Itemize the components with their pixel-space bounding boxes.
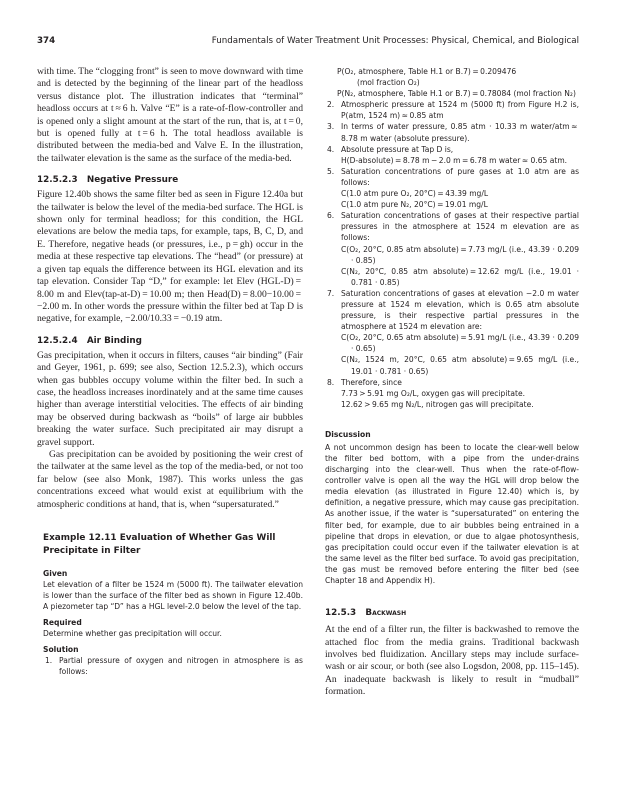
section-number: 12.5.2.4 <box>37 335 78 346</box>
section-title: Backwash <box>365 608 407 619</box>
discussion-label: Discussion <box>325 429 371 439</box>
intro-paragraph: with time. The “clogging front” is seen to move downward with time and is detected by the beginning of the linear part of the headloss versus distance plot. The illustration indicates that “terminal” headloss occurs at t ≈ 6 h. Valve “E” is a rate-of-flow-controller and is opened only a slight amount at the start of the run, that is, at t = 0, but is opened fully at t = 6 h. The total headloss available is distributed between the media-bed and Valve E. In the illustration, the tailwater elevation is the same as the surface of the media-bed. <box>37 66 303 164</box>
running-title: Fundamentals of Water Treatment Unit Processes: Physical, Chemical, and Biological <box>211 36 579 46</box>
step-8-oxygen: 7.73 > 5.91 mg O₂/L, oxygen gas will precipitate. <box>341 388 526 398</box>
example-box <box>37 532 303 678</box>
backwash-paragraph: At the end of a filter run, the filter is backwashed to remove the attached floc from the media grains. Traditional backwash involves bed fluidization. Ancillary steps may include surface-wash or air scour, or both (see also Logsdon, 2008, pp. 115–145). An inadequate backwash is likely to result in “mudball” formation. <box>325 624 579 698</box>
solution-step-1 <box>43 655 303 677</box>
step-5-oxygen: C(1.0 atm pure O₂, 20°C) = 43.39 mg/L <box>341 189 489 199</box>
discussion-text: A not uncommon design has been to locate the clear-well below the filter bed bottom, with a pipe from the under-drains discharging into the clear-well. Thus when the rate-of-flow-controller valve is open all the way the HGL will drop below the media elevation (as illustrated in Figure 12.40) which is, by definition, a negative pressure, which may cause gas precipitation. As another issue, if the water is “supersaturated” on entering the filter bed, for example, due to air bubbles being entrained in a pipeline that drops in elevation, or due to algae photosynthesis, gas precipitation could occur even if the tailwater elevation is at the same level as the filter bed surface. To avoid gas precipitation, the gas must be removed before entering the filter bed (see Chapter 18 and Appendix H). <box>325 442 579 586</box>
step-8-nitrogen: 12.62 > 9.65 mg N₂/L, nitrogen gas will precipitate. <box>341 399 534 409</box>
step-1-oxygen: P(O₂, atmosphere, Table H.1 or B.7) = 0.209476 (mol fraction O₂) <box>337 67 517 88</box>
air-binding-paragraph-2: Gas precipitation can be avoided by positioning the weir crest of the tailwater at the same level as the top of the media-bed, or not too far below (see also Monk, 1987). This works unless the gas concentrations exceed what would exist at equilibrium with the atmospheric conditions at hand, that is, when “supersaturated.” <box>37 448 303 510</box>
negative-pressure-paragraph: Figure 12.40b shows the same filter bed as seen in Figure 12.40a but the tailwater is below the level of the media-bed surface. The HGL is shown only for terminal headloss; for this condition, the HGL elevations are below the media taps, for example, taps, B, C, D, and E. Therefore, negative heads (or pressures, i.e., p = gh) occur in the media at these respective tap elevations. The “head” (or pressure) at a given tap equals the difference between its HGL elevation and its tap elevation. Consider Tap “D,” for example: let Elev (HGL-D) = 8.00 m and Elev(tap-at-D) = 10.00 m; then Head(D) = 8.00−10.00 = −2.00 m. In other words the pressure within the filter bed at Tap D is negative, for example, −2.00/10.33 = −0.19 atm. <box>37 189 303 325</box>
solution-step-7: 7. Saturation concentrations of gases at elevation −2.0 m water pressure at 1524 m elevation, which is 0.65 atm absolute pressure, is their respective partial pressures in the atmosphere at 1524 m elevation are: C(O₂, 20°C, 0.65 atm absolute) = 5.91 mg/L (i.e., 43.39 · 0.209 · 0.65) C(N₂, 1524 m, 20°C, 0.65 atm absolute) = 9.65 mg/L (i.e., 19.01 · 0.781 · 0.65) <box>327 288 579 376</box>
solution-step-2: 2. Atmospheric pressure at 1524 m (5000 ft) from Figure H.2 is, P(atm, 1524 m) ≈ 0.85 atm <box>327 100 579 121</box>
step-6-oxygen: C(O₂, 20°C, 0.85 atm absolute) = 7.73 mg/L (i.e., 43.39 · 0.209 · 0.85) <box>341 244 579 265</box>
solution-step-8: 8. Therefore, since 7.73 > 5.91 mg O₂/L, oxygen gas will precipitate. 12.62 > 9.65 mg N₂/L, nitrogen gas will precipitate. <box>325 377 579 410</box>
solution-step-4: 4. Absolute pressure at Tap D is, H(D-absolute) = 8.78 m − 2.0 m = 6.78 m water ≈ 0.65 atm. <box>325 144 579 166</box>
section-number: 12.5.3 <box>325 608 357 619</box>
step-number: 1. <box>45 656 53 666</box>
example-title: Example 12.11 Evaluation of Whether Gas Will Precipitate in Filter <box>43 533 276 556</box>
solution-steps-right <box>325 66 579 410</box>
step-6-nitrogen: C(N₂, 20°C, 0.85 atm absolute) = 12.62 mg/L (i.e., 19.01 · 0.781 · 0.85) <box>341 266 579 287</box>
section-heading-backwash <box>325 608 579 618</box>
page-number: 374 <box>37 36 56 46</box>
given-label: Given <box>43 569 68 578</box>
given-text: Let elevation of a filter be 1524 m (5000 ft). The tailwater elevation is lower than the surface of the filter bed as shown in Figure 12.40b. A piezometer tap “D” has a HGL level-2.0 below the level of the tap. <box>43 580 303 612</box>
left-column <box>37 66 303 678</box>
right-column <box>325 66 579 699</box>
section-number: 12.5.2.3 <box>37 175 78 186</box>
section-heading-air-binding <box>37 336 303 346</box>
required-label: Required <box>43 618 82 628</box>
air-binding-paragraph-1: Gas precipitation, when it occurs in filters, causes “air binding” (Fair and Geyer, 1961, p. 699; see also, Section 12.5.2.3), which occurs when gas bubbles occupy volume within the filter bed. In such a case, the headloss increases inordinately and at the same time causes higher than average interstitial velocities. The effects of air binding may be observed during backwash as “boils” of large air bubbles breaking the water surface. Such precipitated air may disrupt a gravel support. <box>37 349 303 448</box>
step-7-nitrogen: C(N₂, 1524 m, 20°C, 0.65 atm absolute) = 9.65 mg/L (i.e., 19.01 · 0.781 · 0.65) <box>341 355 579 376</box>
step-text: Partial pressure of oxygen and nitrogen in atmosphere is as follows: <box>59 656 303 677</box>
solution-step-6: 6. Saturation concentrations of gases at their respective partial pressures in the atmosphere at 1524 m elevation are as follows: C(O₂, 20°C, 0.85 atm absolute) = 7.73 mg/L (i.e., 43.39 · 0.209 · 0.85) C(N₂, 20°C, 0.85 atm absolute) = 12.62 mg/L (i.e., 19.01 · 0.781 · 0.85) <box>327 211 579 287</box>
solution-label: Solution <box>43 645 79 655</box>
running-header <box>37 36 579 50</box>
step-5-nitrogen: C(1.0 atm pure N₂, 20°C) = 19.01 mg/L <box>341 200 488 210</box>
solution-steps-left <box>43 655 303 677</box>
required-text: Determine whether gas precipitation will occur. <box>43 629 222 639</box>
solution-step-3: 3. In terms of water pressure, 0.85 atm · 10.33 m water/atm ≈ 8.78 m water (absolute pressure). <box>327 122 579 143</box>
solution-steps <box>325 99 579 410</box>
step-1-nitrogen: P(N₂, atmosphere, Table H.1 or B.7) = 0.78084 (mol fraction N₂) <box>337 89 576 99</box>
section-title: Negative Pressure <box>86 175 179 186</box>
section-heading-negative-pressure <box>37 175 303 185</box>
solution-step-5: 5. Saturation concentrations of pure gases at 1.0 atm are as follows: C(1.0 atm pure O₂, 20°C) = 43.39 mg/L C(1.0 atm pure N₂, 20°C) = 19.01 mg/L <box>327 166 579 210</box>
step-7-oxygen: C(O₂, 20°C, 0.65 atm absolute) = 5.91 mg/L (i.e., 43.39 · 0.209 · 0.65) <box>341 333 579 354</box>
section-title: Air Binding <box>86 335 142 346</box>
step-4-equation: H(D-absolute) = 8.78 m − 2.0 m = 6.78 m water ≈ 0.65 atm. <box>341 155 568 165</box>
